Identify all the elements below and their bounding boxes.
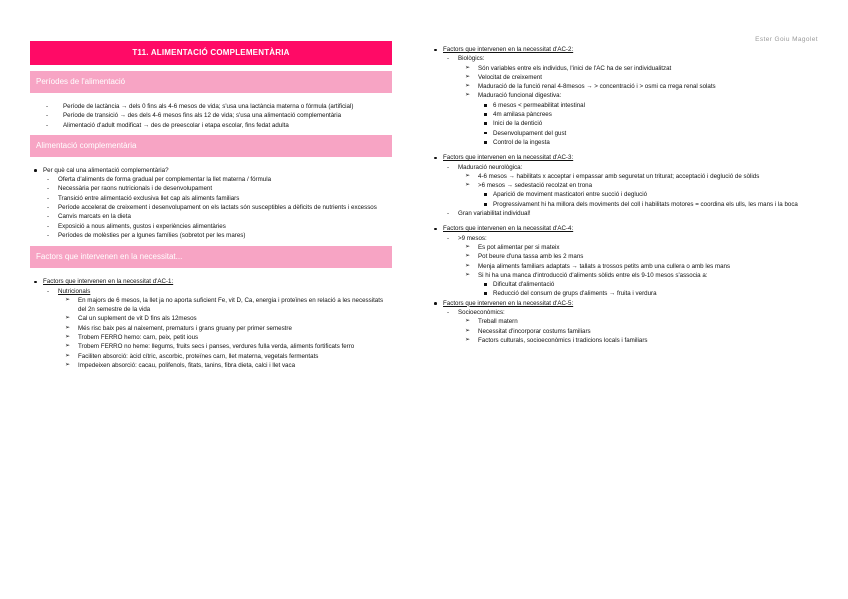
- ac3-subtitle: Maduració neurològica:: [458, 163, 523, 171]
- list-item: ➢ Trobem FERRO hemo: carn, peix, petit ious: [78, 333, 392, 342]
- list-item: [478, 181, 820, 209]
- right-column: [430, 45, 820, 345]
- section-heading-complementaria: Alimentació complementària: [30, 135, 392, 157]
- manca-list: [478, 280, 820, 299]
- list-item: Dificultat d'alimentació: [493, 280, 820, 289]
- ac3-title: Factors que intervenen en la necessitat d'AC-3:: [443, 154, 574, 162]
- ac3-items: [458, 172, 820, 209]
- list-item: ➢ 4-6 mesos → habilitats x acceptar i empassar amb seguretat un triturat; acceptació i deglució de sòlids: [478, 172, 820, 181]
- section-heading-factors: Factors que intervenen en la necessitat...: [30, 246, 392, 268]
- list-item: - Períodes de molèsties per a lgunes famílies (sobretot per les mares): [58, 231, 392, 240]
- list-item: ➢ Maduració de la funció renal 4-8mesos → > concentració i > osmi ca rrega renal solats: [478, 82, 820, 91]
- list-item: ➢ Faciliten absorció: àcid cítric, ascorbic, proteïnes carn, llet materna, vegetals fermentats: [78, 352, 392, 361]
- list-item: [443, 45, 820, 147]
- list-item: [458, 54, 820, 147]
- list-item: ➢ Pot beure d'una tassa amb les 2 mans: [478, 252, 820, 261]
- ac4-items: [458, 243, 820, 299]
- author-name: Ester Goiu Magolet: [755, 36, 818, 43]
- list-item: [443, 299, 820, 345]
- ac1-subtitle: Nutricionals: [58, 287, 91, 295]
- left-column: [30, 41, 392, 370]
- reasons-list: [43, 175, 392, 240]
- list-item: ➢ Treball matern: [478, 317, 820, 326]
- ac5-subtitle: Socioeconòmics:: [458, 309, 505, 317]
- list-item: Desenvolupament del gust: [493, 129, 820, 138]
- section-heading-periodes: Períodes de l'alimentació: [30, 71, 392, 93]
- list-item: - Període de transició → des dels 4-6 mesos fins als 12 de vida; s'usa una alimentació complementària: [63, 111, 392, 120]
- list-item: - Transició entre alimentació exclusiva llet cap als aliments familiars: [58, 194, 392, 203]
- ac4-subtitle: >9 mesos:: [458, 234, 487, 242]
- list-item: [43, 166, 392, 240]
- list-item: 4m amilasa pàncrees: [493, 110, 820, 119]
- list-item: [458, 308, 820, 345]
- list-item: [443, 153, 820, 218]
- sedestacio-label: >6 mesos → sedestació recolzat en trona: [478, 182, 593, 190]
- periodes-list: [30, 102, 392, 130]
- list-item: Aparició de moviment masticatori entre succió i deglució: [493, 190, 820, 199]
- list-item: [58, 287, 392, 371]
- list-item: Inici de la dentició: [493, 119, 820, 128]
- ac2-title: Factors que intervenen en la necessitat d'AC-2:: [443, 46, 574, 53]
- sedestacio-list: [478, 190, 820, 209]
- ac3-block: [430, 153, 820, 218]
- list-item: ➢ En majors de 6 mesos, la llet ja no aporta suficient Fe, vit D, Ca, energia i proteïnes en relació a les necessitats del 2n semestre de la vida: [78, 296, 392, 315]
- digestiva-list: [478, 101, 820, 147]
- ac4-title: Factors que intervenen en la necessitat d'AC-4:: [443, 225, 574, 233]
- list-item: - Gran variabilitat individual!: [458, 209, 820, 218]
- ac4-block: [430, 224, 820, 345]
- list-item: - Exposició a nous aliments, gustos i experiències alimentàries: [58, 222, 392, 231]
- ac2-block: [430, 45, 820, 147]
- list-item: Progressivament hi ha millora dels moviments del coll i habilitats motores = coordina els ulls, les mans i la boca: [493, 200, 820, 209]
- ac1-block: [30, 277, 392, 370]
- list-item: ➢ Es pot alimentar per si mateix: [478, 243, 820, 252]
- list-item: [443, 224, 820, 298]
- complementaria-list: [30, 166, 392, 240]
- list-item: Reducció del consum de grups d'aliments → fruita i verdura: [493, 289, 820, 298]
- question-text: Per què cal una alimentació complementària?: [43, 166, 169, 174]
- list-item: 6 mesos < permeabilitat intestinal: [493, 101, 820, 110]
- list-item: - Necessària per raons nutricionals i de desenvolupament: [58, 184, 392, 193]
- ac5-title: Factors que intervenen en la necessitat d'AC-5:: [443, 299, 574, 307]
- list-item: ➢ Impedeixen absorció: cacau, polifenols, fitats, tanins, fibra dieta, calci i llet vaca: [78, 361, 392, 370]
- list-item: ➢ Necessitat d'incorporar costums familiars: [478, 327, 820, 336]
- list-item: [478, 91, 820, 147]
- list-item: ➢ Més risc baix pes al naixement, prematurs i grans gruany per primer semestre: [78, 324, 392, 333]
- document-title: T11. ALIMENTACIÓ COMPLEMENTÀRIA: [30, 41, 392, 65]
- list-item: [478, 271, 820, 299]
- list-item: Control de la ingesta: [493, 138, 820, 147]
- list-item: - Període accelerat de creixement i desenvolupament on els lactats són susceptibles a dèficits de nutrients i excessos: [58, 203, 392, 212]
- list-item: ➢ Són variables entre els individus, l'inici de l'AC ha de ser individualitzat: [478, 64, 820, 73]
- list-item: ➢ Factors culturals, socioeconòmics i tradicions locals i familiars: [478, 336, 820, 345]
- ac2-subtitle: Biològics:: [458, 55, 485, 63]
- list-item: - Oferta d'aliments de forma gradual per complementar la llet materna / fórmula: [58, 175, 392, 184]
- list-item: ➢ Cal un suplement de vit D fins als 12mesos: [78, 314, 392, 323]
- manca-label: Si hi ha una manca d'introducció d'aliments sòlids entre els 9-10 mesos s'associa a:: [478, 271, 708, 279]
- list-item: - Canvis marcats en la dieta: [58, 212, 392, 221]
- list-item: - Període de lactància → dels 0 fins als 4-6 mesos de vida; s'usa una lactància materna o fórmula (artificial): [63, 102, 392, 111]
- digestiva-label: Maduració funcional digestiva:: [478, 92, 562, 100]
- list-item: [458, 234, 820, 299]
- ac1-title: Factors que intervenen en la necessitat d'AC-1:: [43, 278, 174, 286]
- ac5-items: [458, 317, 820, 345]
- ac1-items: [58, 296, 392, 370]
- list-item: - Alimentació d'adult modificat → des de preescolar i etapa escolar, fins fedat adulta: [63, 121, 392, 130]
- list-item: ➢ Trobem FERRO no heme: llegums, fruits secs i panses, verdures fulla verda, aliments fortificats ferro: [78, 342, 392, 351]
- list-item: [458, 163, 820, 209]
- list-item: ➢ Velocitat de creixement: [478, 73, 820, 82]
- ac2-items: [458, 64, 820, 148]
- list-item: [43, 277, 392, 370]
- list-item: ➢ Menja aliments familiars adaptats → tallats a trossos petits amb una cullera o amb les mans: [478, 262, 820, 271]
